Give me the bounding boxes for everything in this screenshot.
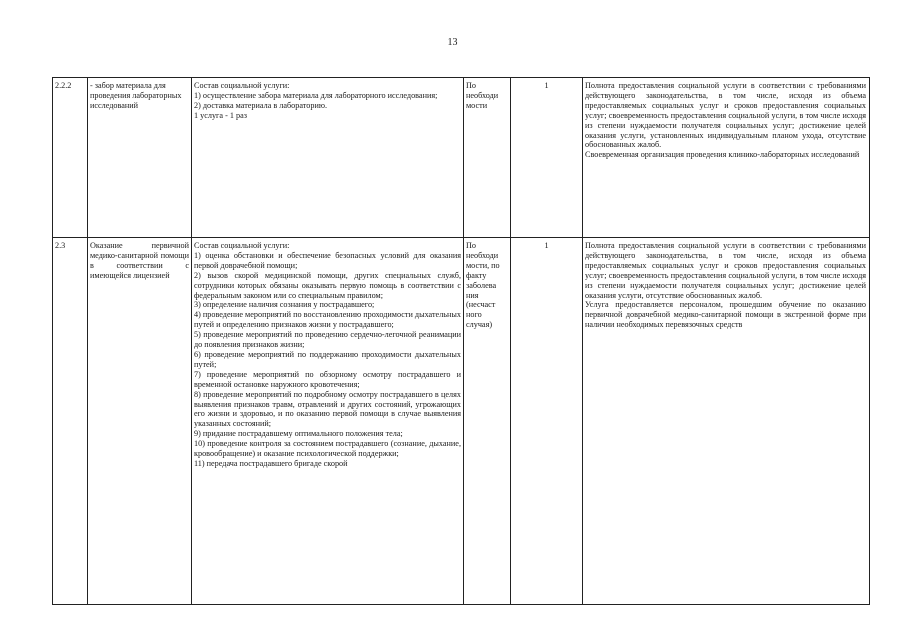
quality-paragraph: Полнота предоставления социальной услуги в соответствии с требованиями действующего законодательства, в том числе, исходя из объема предоставляемых социальных услуг и сроков предоставления социальных услуг; своевременность предоставления социальной услуги, в том числе исходя из степени нуждаемости получателя социальных услуг; достижение целей оказания услуги, установленных индивидуальным планом ухода, отсутствие обоснованных жалоб. <box>585 81 866 150</box>
description-item: 1) осуществление забора материала для лабораторного исследования; <box>194 90 438 100</box>
description-item: 7) проведение мероприятий по обзорному осмотру пострадавшего и временной остановке наружного кровотечения; <box>194 369 461 389</box>
service-number: 2.3 <box>53 238 88 605</box>
description-title: Состав социальной услуги: <box>194 81 290 90</box>
service-quality-criteria <box>583 78 870 238</box>
quality-paragraph: Услуга предоставляется персоналом, прошедшим обучение по оказанию первичной доврачебной медико-санитарной помощи в экстренной форме при наличии необходимых перевязочных средств <box>585 300 866 330</box>
description-item: 10) проведение контроля за состоянием пострадавшего (сознание, дыхание, кровообращение) и оказание психологической поддержки; <box>194 439 461 459</box>
quality-paragraph: Своевременная организация проведения клинико-лабораторных исследований <box>585 150 860 160</box>
description-item: 2) доставка материала в лабораторию. <box>194 100 327 110</box>
page-number: 13 <box>447 37 458 48</box>
service-quality-criteria <box>583 238 870 605</box>
service-description <box>192 238 464 605</box>
service-description <box>192 78 464 238</box>
service-quantity: 1 <box>511 78 583 238</box>
quality-paragraph: Полнота предоставления социальной услуги в соответствии с требованиями действующего законодательства, в том числе, исходя из объема предоставляемых социальных услуг и сроков предоставления социальных услуг; своевременность предоставления социальной услуги, в том числе исходя из степени нуждаемости получателя социальных услуг; достижение целей оказания услуги, отсутствие обоснованных жалоб. <box>585 241 866 300</box>
social-services-table <box>52 77 870 605</box>
service-period: По необходи мости <box>464 78 511 238</box>
description-title: Состав социальной услуги: <box>194 241 290 250</box>
description-item: 3) определение наличия сознания у пострадавшего; <box>194 300 375 310</box>
description-item: 9) придание пострадавшему оптимального положения тела; <box>194 429 403 439</box>
table-row <box>53 78 870 238</box>
description-item: 1) оценка обстановки и обеспечение безопасных условий для оказания первой доврачебной помощи; <box>194 250 461 270</box>
description-footer: 1 услуга - 1 раз <box>194 110 247 120</box>
description-item: 11) передача пострадавшего бригаде скорой <box>194 458 348 468</box>
description-item: 2) вызов скорой медицинской помощи, других специальных служб, сотрудники которых обязаны оказывать первую помощь в соответствии с федеральным законом или со специальным правилом; <box>194 270 461 300</box>
description-item: 6) проведение мероприятий по поддержанию проходимости дыхательных путей; <box>194 349 461 369</box>
service-name: Оказание первичной медико-санитарной помощи в соответствии с имеющейся лицензией <box>88 238 192 605</box>
description-item: 8) проведение мероприятий по подробному осмотру пострадавшего в целях выявления признаков травм, отравлений и других состояний, угрожающих его жизни и здоровью, и по оказанию первой помощи в случае выявления указанных состояний; <box>194 389 461 429</box>
service-number: 2.2.2 <box>53 78 88 238</box>
description-item: 5) проведение мероприятий по проведению сердечно-легочной реанимации до появления признаков жизни; <box>194 330 461 350</box>
service-name: - забор материала для проведения лабораторных исследований <box>88 78 192 238</box>
service-period: По необходи мости, по факту заболева ния (несчаст ного случая) <box>464 238 511 605</box>
service-quantity: 1 <box>511 238 583 605</box>
table-row <box>53 238 870 605</box>
description-item: 4) проведение мероприятий по восстановлению проходимости дыхательных путей и определению признаков жизни у пострадавшего; <box>194 310 461 330</box>
